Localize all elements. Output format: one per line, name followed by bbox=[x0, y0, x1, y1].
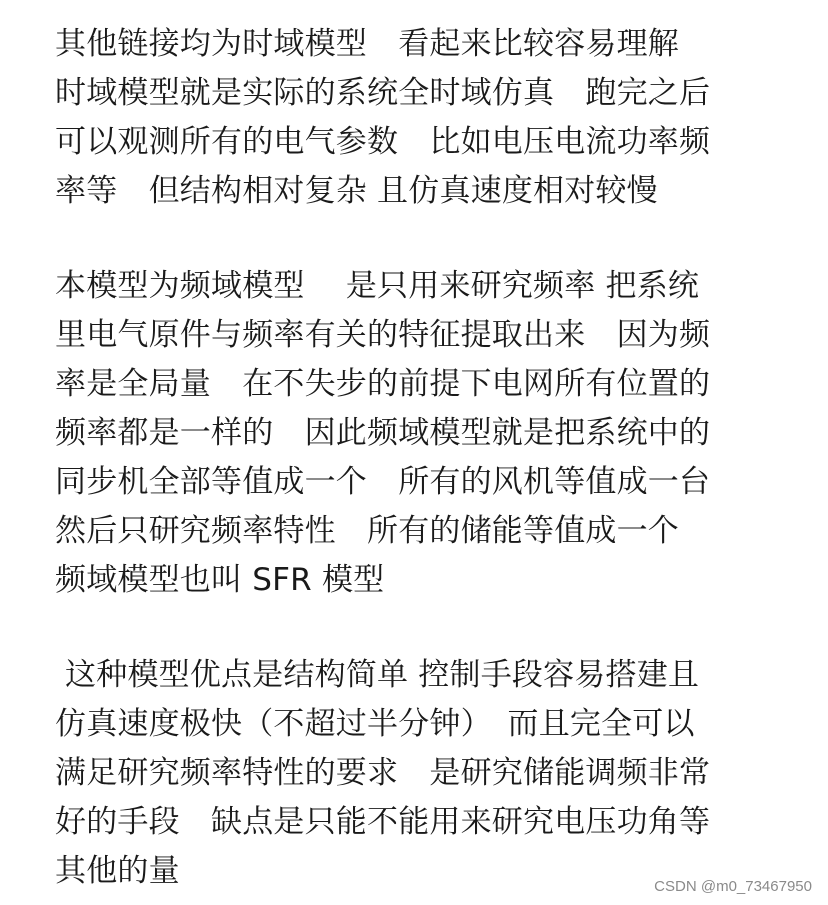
text-line: 率是全局量 在不失步的前提下电网所有位置的 bbox=[55, 366, 711, 402]
csdn-watermark: CSDN @m0_73467950 bbox=[654, 878, 812, 895]
paragraph-pros-cons bbox=[55, 651, 815, 896]
text-line: 频域模型也叫 SFR 模型 bbox=[55, 562, 385, 598]
text-line: 率等 但结构相对复杂 且仿真速度相对较慢 bbox=[55, 173, 658, 209]
text-line: 时域模型就是实际的系统全时域仿真 跑完之后 bbox=[55, 75, 711, 111]
text-line: 频率都是一样的 因此频域模型就是把系统中的 bbox=[55, 415, 711, 451]
text-line: 这种模型优点是结构简单 控制手段容易搭建且 bbox=[55, 657, 700, 693]
paragraph-time-domain bbox=[55, 20, 815, 216]
text-line: 好的手段 缺点是只能不能用来研究电压功角等 bbox=[55, 804, 711, 840]
text-line: 然后只研究频率特性 所有的储能等值成一个 bbox=[55, 513, 679, 549]
text-line: 其他链接均为时域模型 看起来比较容易理解 bbox=[55, 26, 679, 62]
text-line: 仿真速度极快（不超过半分钟） 而且完全可以 bbox=[55, 706, 695, 742]
text-line: 同步机全部等值成一个 所有的风机等值成一台 bbox=[55, 464, 711, 500]
text-line: 其他的量 bbox=[55, 853, 180, 889]
text-line: 里电气原件与频率有关的特征提取出来 因为频 bbox=[55, 317, 711, 353]
text-line: 可以观测所有的电气参数 比如电压电流功率频 bbox=[55, 124, 711, 160]
text-line: 本模型为频域模型 是只用来研究频率 把系统 bbox=[55, 268, 700, 304]
text-line: 满足研究频率特性的要求 是研究储能调频非常 bbox=[55, 755, 711, 791]
paragraph-frequency-domain bbox=[55, 262, 815, 605]
